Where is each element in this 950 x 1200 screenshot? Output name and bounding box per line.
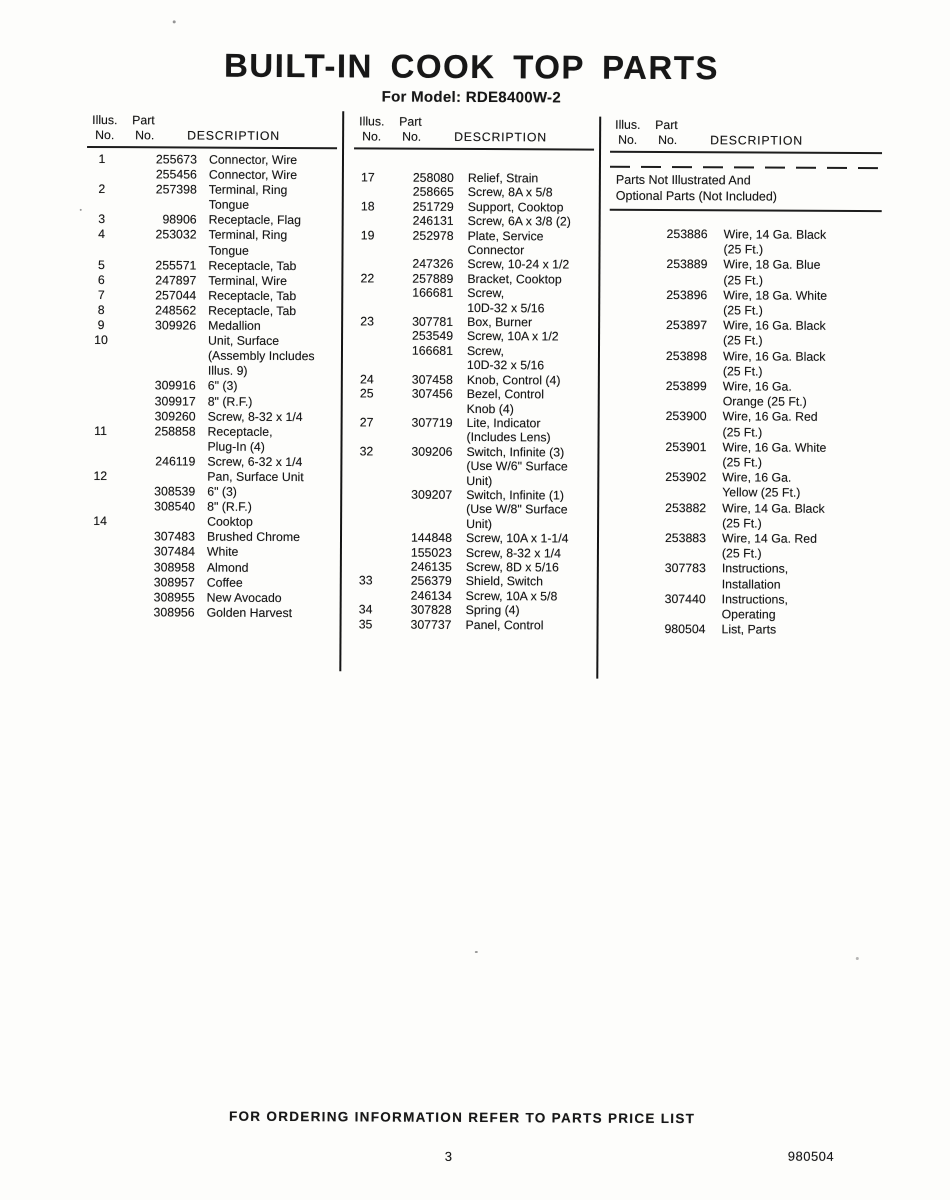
description-cell: Connector, Wire [208, 152, 298, 168]
description-cell: Screw, 6-32 x 1/4 [207, 454, 303, 469]
part-no-cell: 253901 [665, 439, 707, 455]
description-cell: Wire, 18 Ga. White (25 Ft.) [723, 288, 828, 318]
part-no-cell: 247897 [155, 273, 197, 288]
description-cell: Screw, 10A x 1-1/4 [465, 531, 569, 546]
illus-no-cell [352, 588, 380, 603]
part-no-cell: 255456 [155, 167, 197, 182]
description-cell: Plate, Service Connector [467, 228, 544, 258]
part-no-cell: 253897 [666, 318, 708, 333]
description-cell: Pan, Surface Unit [207, 469, 304, 485]
description-cell: Terminal, Ring Tongue [208, 228, 288, 258]
description-cell: Medallion [208, 318, 261, 333]
description-cell: Screw, 10-24 x 1/2 [467, 257, 570, 272]
illus-no-cell [609, 409, 629, 440]
illus-no-cell: 25 [359, 386, 374, 401]
model-subtitle: For Model: RDE8400W-2 [381, 88, 562, 107]
illus-no-cell: 35 [358, 616, 373, 632]
parts-row [609, 348, 881, 380]
part-no-cell: 166681 [412, 285, 454, 301]
part-no-cell: 253882 [665, 500, 707, 515]
part-no-cell: 308957 [153, 574, 195, 590]
part-no-cell: 248562 [155, 303, 197, 318]
part-no-cell: 247326 [412, 257, 454, 272]
illus-no-cell [608, 531, 628, 562]
part-no-cell: 258858 [154, 424, 196, 439]
description-cell: Terminal, Ring Tongue [208, 182, 288, 213]
parts-row [353, 372, 593, 388]
parts-row [609, 379, 881, 411]
description-cell: Wire, 14 Ga. Black (25 Ft.) [722, 500, 825, 531]
part-no-cell: 256379 [410, 574, 452, 589]
parts-row [86, 393, 336, 409]
illus-no-cell: 22 [360, 271, 375, 286]
description-cell: List, Parts [721, 622, 777, 637]
parts-column-middle [352, 114, 595, 632]
parts-row [87, 182, 337, 213]
parts-row [353, 314, 593, 330]
description-cell: Lite, Indicator (Includes Lens) [466, 415, 551, 445]
part-no-cell: 307781 [412, 314, 454, 329]
parts-row [609, 318, 881, 350]
scan-speck [173, 20, 176, 23]
part-no-cell: 253032 [155, 227, 197, 243]
part-no-cell: 307783 [664, 561, 706, 576]
illus-no-cell: 1 [98, 152, 106, 167]
part-no-cell: 307719 [411, 415, 453, 430]
parts-row [352, 545, 592, 561]
part-no-cell: 246134 [410, 588, 452, 603]
parts-row [608, 592, 880, 624]
header-no-label: No. [362, 129, 382, 144]
parts-row [609, 257, 881, 289]
part-no-cell: 253883 [664, 531, 707, 546]
illus-no-cell [354, 214, 382, 229]
part-no-cell: 309207 [411, 487, 453, 502]
illus-no-cell [85, 590, 115, 605]
part-no-cell: 309260 [154, 408, 196, 424]
part-no-cell: 307484 [153, 544, 195, 559]
illus-no-cell [608, 561, 628, 592]
parts-row [352, 574, 592, 590]
header-no-label: No. [402, 129, 422, 144]
description-cell: Wire, 16 Ga. White (25 Ft.) [722, 440, 827, 470]
column-divider-left [339, 111, 344, 671]
part-no-cell: 253886 [666, 226, 708, 242]
illus-no-cell [609, 379, 629, 410]
header-illus-label: Illus. [615, 117, 641, 132]
part-no-cell: 144848 [410, 530, 453, 546]
description-cell: 8" (R.F.) [207, 499, 252, 514]
part-no-cell: 255571 [155, 257, 197, 273]
scan-speck [856, 957, 859, 960]
parts-row [608, 561, 880, 593]
part-no-cell: 166681 [411, 343, 454, 358]
description-cell: Bracket, Cooktop [467, 271, 562, 287]
illus-no-cell: 5 [97, 257, 105, 272]
description-cell: Bezel, Control Knob (4) [466, 387, 545, 416]
part-no-cell: 253889 [666, 257, 708, 272]
parts-row [86, 227, 336, 258]
header-description-label: DESCRIPTION [187, 128, 280, 143]
illus-no-cell [85, 605, 115, 620]
description-cell: 8" (R.F.) [207, 394, 253, 409]
illus-no-cell: 32 [359, 444, 374, 459]
parts-row [607, 622, 879, 639]
description-cell: Wire, 16 Ga. Orange (25 Ft.) [722, 379, 807, 409]
illus-no-cell: 12 [93, 468, 108, 484]
part-no-cell: 307440 [664, 591, 706, 607]
illus-no-cell [609, 288, 629, 319]
scan-speck [80, 209, 82, 211]
parts-row [85, 424, 335, 455]
description-cell: Switch, Infinite (1) (Use W/8" Surface Unit) [466, 487, 568, 531]
description-cell: Wire, 14 Ga. Black (25 Ft.) [723, 227, 827, 257]
parts-row [85, 514, 335, 530]
parts-rows [85, 152, 337, 621]
parts-row [85, 454, 335, 470]
parts-row [353, 228, 593, 258]
illus-no-cell [85, 484, 115, 499]
parts-row [86, 258, 336, 274]
description-cell: 6" (3) [207, 484, 237, 499]
description-cell: Screw, 8-32 x 1/4 [465, 545, 561, 561]
document-number: 980504 [787, 1148, 835, 1164]
parts-row [353, 271, 593, 287]
part-no-cell: 246135 [410, 559, 452, 574]
description-cell: Screw, 8D x 5/16 [465, 559, 559, 575]
ordering-info-note: FOR ORDERING INFORMATION REFER TO PARTS PRICE LIST [228, 1108, 696, 1127]
description-cell: Wire, 16 Ga. Yellow (25 Ft.) [722, 470, 801, 501]
parts-rows [352, 170, 594, 632]
illus-no-cell: 23 [360, 314, 375, 329]
parts-row [87, 152, 337, 168]
parts-row [85, 590, 335, 606]
illus-no-cell [85, 575, 115, 590]
description-cell: Instructions, Operating [721, 592, 789, 622]
parts-row [608, 500, 880, 532]
part-no-cell: 257044 [155, 288, 197, 303]
part-no-cell: 251729 [412, 199, 454, 214]
illus-no-cell [86, 378, 116, 393]
part-no-cell: 307456 [411, 386, 453, 401]
illus-no-cell [609, 227, 629, 258]
parts-row [354, 199, 594, 215]
illus-no-cell [353, 257, 381, 272]
description-cell: Wire, 16 Ga. Red (25 Ft.) [722, 409, 818, 440]
parts-row [608, 440, 880, 472]
illus-no-cell [609, 257, 629, 288]
illus-no-cell: 8 [97, 302, 105, 317]
parts-row [86, 333, 336, 380]
parts-row [85, 529, 335, 545]
illus-no-cell [608, 592, 628, 623]
header-no-label: No. [95, 128, 115, 143]
header-description-label: DESCRIPTION [710, 133, 803, 148]
header-illus-label: Illus. [359, 114, 385, 129]
parts-row [352, 617, 592, 633]
description-cell: Support, Cooktop [467, 199, 564, 215]
illus-no-cell [609, 348, 629, 379]
part-no-cell: 252978 [412, 228, 454, 243]
illus-no-cell [85, 499, 115, 514]
illus-no-cell: 7 [97, 287, 105, 302]
illus-no-cell [354, 185, 382, 200]
illus-no-cell [85, 529, 115, 544]
header-no-label: No. [618, 132, 638, 147]
page-title: BUILT-IN COOK TOP PARTS [223, 46, 720, 87]
illus-no-cell: 10 [94, 333, 108, 348]
column-header [610, 118, 882, 154]
part-no-cell: 308958 [153, 559, 195, 575]
description-cell: Screw, 10D-32 x 5/16 [467, 286, 545, 316]
parts-column-right [607, 118, 882, 639]
illus-no-cell: 6 [97, 272, 105, 287]
description-cell: Screw, 10A x 1/2 [467, 329, 559, 344]
illus-no-cell [353, 343, 381, 372]
illus-no-cell [607, 622, 627, 637]
illus-no-cell: 24 [359, 372, 374, 387]
parts-row [353, 257, 593, 273]
part-no-cell: 308956 [153, 605, 195, 620]
illus-no-cell: 18 [360, 199, 375, 214]
part-no-cell: 255673 [155, 152, 198, 167]
illus-no-cell: 17 [361, 170, 375, 185]
description-cell: Almond [206, 560, 249, 575]
part-no-cell: 980504 [664, 622, 706, 637]
part-no-cell: 308955 [153, 590, 195, 605]
parts-row [353, 343, 593, 373]
description-cell: New Avocado [206, 590, 282, 605]
description-cell: Receptacle, Plug-In (4) [207, 424, 273, 454]
part-no-cell: 307828 [410, 602, 452, 618]
illus-no-cell [609, 318, 629, 349]
parts-row [86, 318, 336, 334]
parts-row [352, 444, 592, 488]
parts-row [85, 605, 335, 621]
description-cell: White [206, 545, 239, 560]
parts-row [85, 559, 335, 575]
part-no-cell: 309926 [155, 318, 197, 333]
part-no-cell: 246119 [155, 454, 196, 469]
description-cell: Instructions, Installation [721, 561, 789, 592]
parts-row [85, 575, 335, 591]
description-cell: 6" (3) [207, 379, 238, 394]
description-cell: Spring (4) [465, 603, 520, 618]
column-header [87, 113, 337, 149]
description-cell: Receptacle, Tab [208, 258, 297, 273]
illus-no-cell: 2 [98, 182, 106, 197]
description-cell: Connector, Wire [208, 167, 298, 183]
illus-no-cell: 14 [93, 514, 107, 529]
parts-row [609, 409, 881, 441]
part-no-cell: 253898 [665, 348, 708, 363]
parts-row [608, 531, 880, 563]
parts-row [352, 603, 592, 619]
description-cell: Panel, Control [465, 617, 544, 632]
page-number: 3 [444, 1148, 453, 1164]
part-no-cell: 155023 [410, 545, 452, 560]
parts-row [85, 484, 335, 500]
illus-no-cell [352, 487, 380, 530]
parts-row [353, 286, 593, 316]
part-no-cell: 257398 [155, 182, 197, 197]
part-no-cell: 307737 [410, 617, 452, 632]
part-no-cell: 253902 [665, 470, 707, 485]
description-cell: Screw, 6A x 3/8 (2) [467, 214, 571, 229]
illus-no-cell [608, 500, 628, 531]
illus-no-cell [86, 393, 116, 408]
part-no-cell: 258665 [412, 185, 454, 200]
part-no-cell: 308540 [154, 499, 196, 514]
description-cell: Screw, 10A x 5/8 [465, 588, 558, 604]
parts-row [608, 470, 880, 502]
description-cell: Screw, 10D-32 x 5/16 [466, 343, 545, 373]
not-illustrated-line2: Optional Parts (Not Included) [615, 188, 778, 204]
description-cell: Box, Burner [467, 315, 533, 330]
description-cell: Shield, Switch [465, 574, 544, 589]
illus-no-cell: 27 [359, 415, 374, 430]
header-no-label: No. [658, 132, 678, 148]
illus-no-cell: 3 [98, 212, 106, 227]
description-cell: Screw, 8A x 5/8 [467, 185, 553, 200]
part-no-cell: 308539 [154, 484, 196, 499]
parts-row [86, 378, 336, 394]
illus-no-cell [353, 286, 381, 315]
header-part-label: Part [132, 113, 155, 128]
parts-row [87, 167, 337, 183]
illus-no-cell: 19 [360, 228, 375, 243]
parts-row [86, 409, 336, 425]
parts-row [85, 499, 335, 515]
not-illustrated-section-header [610, 166, 882, 212]
parts-row [352, 588, 592, 604]
parts-row [609, 288, 881, 320]
part-no-cell: 258080 [412, 170, 454, 185]
parts-row [353, 329, 593, 345]
description-cell: Wire, 14 Ga. Red (25 Ft.) [721, 531, 818, 561]
part-no-cell: 309917 [154, 393, 196, 409]
parts-row [609, 227, 881, 259]
parts-rows [607, 227, 881, 639]
part-no-cell: 307483 [153, 529, 196, 544]
illus-no-cell [608, 440, 628, 471]
parts-row [353, 386, 593, 416]
column-divider-right [596, 117, 601, 679]
illus-no-cell [608, 470, 628, 501]
description-cell: Screw, 8-32 x 1/4 [207, 409, 303, 424]
part-no-cell [115, 514, 195, 530]
parts-row [352, 531, 592, 547]
parts-row [85, 469, 335, 485]
parts-column-left [85, 113, 338, 621]
illus-no-cell [352, 545, 380, 560]
part-no-cell: 253900 [665, 409, 707, 424]
description-cell: Knob, Control (4) [466, 372, 561, 388]
illus-no-cell [352, 531, 380, 546]
header-description-label: DESCRIPTION [454, 129, 547, 145]
part-no-cell [115, 469, 195, 485]
parts-row [85, 544, 335, 560]
illus-no-cell [352, 559, 380, 574]
illus-no-cell [85, 454, 115, 469]
part-no-cell: 307458 [411, 372, 453, 387]
illus-no-cell: 9 [97, 318, 105, 333]
description-cell: Brushed Chrome [206, 529, 301, 545]
header-part-label: Part [655, 117, 678, 133]
description-cell: Coffee [206, 575, 243, 590]
description-cell: Receptacle, Flag [208, 212, 301, 228]
description-cell: Golden Harvest [206, 605, 293, 620]
illus-no-cell [85, 559, 115, 574]
illus-no-cell [86, 409, 116, 424]
parts-row [352, 559, 592, 575]
part-no-cell: 253549 [411, 329, 454, 344]
part-no-cell: 253899 [665, 379, 707, 394]
parts-row [352, 487, 592, 531]
illus-no-cell [85, 544, 115, 559]
parts-row [354, 170, 594, 186]
part-no-cell: 309916 [154, 378, 196, 393]
part-no-cell: 253896 [666, 287, 708, 303]
illus-no-cell [87, 167, 117, 182]
parts-row [354, 185, 594, 201]
description-cell: Wire, 18 Ga. Blue (25 Ft.) [723, 257, 821, 288]
header-no-label: No. [135, 128, 155, 143]
scan-speck [475, 951, 478, 953]
description-cell: Wire, 16 Ga. Black (25 Ft.) [723, 318, 826, 348]
description-cell: Terminal, Wire [208, 273, 287, 288]
part-no-cell: 98906 [162, 212, 197, 227]
illus-no-cell: 11 [94, 423, 107, 438]
parts-row [86, 303, 336, 319]
description-cell: Relief, Strain [467, 170, 539, 186]
part-no-cell: 246131 [412, 213, 454, 229]
illus-no-cell: 33 [358, 573, 373, 588]
header-illus-label: Illus. [92, 112, 118, 128]
parts-row [87, 212, 337, 228]
header-part-label: Part [399, 114, 422, 129]
parts-row [353, 415, 593, 445]
description-cell: Switch, Infinite (3) (Use W/6" Surface Unit) [466, 444, 568, 488]
part-no-cell: 309206 [411, 444, 453, 459]
part-no-cell: 257889 [412, 271, 454, 286]
parts-row [354, 214, 594, 230]
column-header [354, 114, 594, 150]
description-cell: Cooktop [207, 514, 253, 530]
illus-no-cell [353, 329, 381, 344]
not-illustrated-line1: Parts Not Illustrated And [615, 172, 751, 188]
part-no-cell [116, 333, 196, 379]
description-cell: Unit, Surface (Assembly Includes Illus. 9) [207, 333, 315, 379]
illus-no-cell: 34 [358, 602, 373, 617]
parts-row [86, 273, 336, 289]
illus-no-cell: 4 [98, 227, 106, 242]
parts-row [86, 288, 336, 304]
description-cell: Receptacle, Tab [208, 288, 297, 303]
description-cell: Wire, 16 Ga. Black (25 Ft.) [722, 348, 826, 379]
description-cell: Receptacle, Tab [208, 303, 297, 318]
